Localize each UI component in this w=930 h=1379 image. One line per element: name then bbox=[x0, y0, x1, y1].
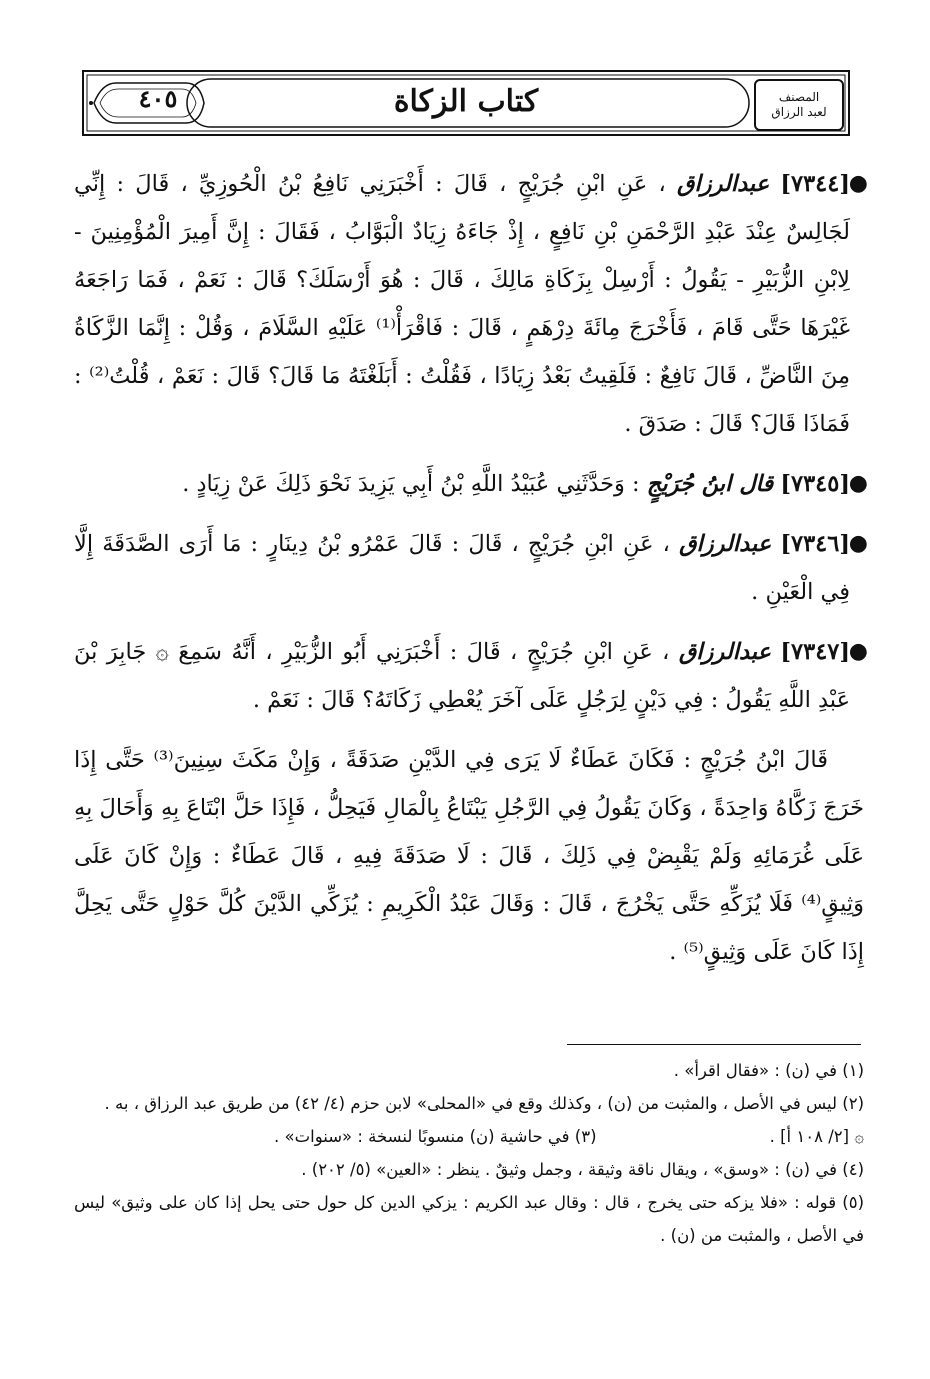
author-badge bbox=[754, 79, 844, 131]
hadith-7345 bbox=[74, 460, 868, 508]
bullet-icon: ● bbox=[848, 471, 868, 496]
footnote-5: (٥) قوله : «فلا يزكه حتى يخرج ، قال : وقال عبد الكريم : يزكي الدين كل حول حتى يحل إذا كان على وثيق» ليس في الأصل ، والمثبت من (ن) . bbox=[74, 1193, 864, 1245]
bullet-icon: ● bbox=[848, 531, 868, 556]
author-badge-line2: لعبد الرزاق bbox=[771, 105, 827, 119]
bullet-icon: ● bbox=[848, 639, 868, 664]
hadith-narrator: عبدالرزاق bbox=[678, 639, 771, 665]
footnote-2: (٢) ليس في الأصل ، والمثبت من (ن) ، وكذلك وقع في «المحلى» لابن حزم (٤/ ٤٢) من طريق عبد الرزاق ، به . bbox=[104, 1094, 864, 1113]
hadith-text: : وَحَدَّثَنِي عُبَيْدُ اللَّهِ بْنُ أَبِي يَزِيدَ نَحْوَ ذَلِكَ عَنْ زِيَادٍ . bbox=[182, 471, 640, 497]
footnote-row bbox=[74, 1120, 864, 1153]
hadith-narrator: قال ابنُ جُرَيْجٍ bbox=[646, 471, 774, 497]
hadith-text: ، عَنِ ابْنِ جُرَيْجٍ ، قَالَ : أَخْبَرَنِي أَبُو الزُّبَيْرِ ، أَنَّهُ سَمِعَ ۞ جَابِرَ بْنَ عَبْدِ اللَّهِ يَقُولُ : فِي دَيْنٍ لِرَجُلٍ عَلَى آخَرَ يُعْطِي زَكَاتَهُ؟ قَالَ : نَعَمْ . bbox=[74, 639, 850, 713]
hadith-number: [٧٣٤٤] bbox=[780, 171, 850, 197]
footnote-page-ref: ۞ [٢/ ١٠٨ أ] . bbox=[769, 1127, 864, 1146]
hadith-number: [٧٣٤٧] bbox=[780, 639, 851, 665]
hadith-narrator: عبدالرزاق bbox=[679, 531, 772, 557]
hadith-narrator: عبدالرزاق bbox=[677, 171, 770, 197]
hadith-text: ، عَنِ ابْنِ جُرَيْجٍ ، قَالَ : قَالَ عَمْرُو بْنُ دِينَارٍ : مَا أَرَى الصَّدَقَةَ إِلَّا فِي الْعَيْنِ . bbox=[74, 531, 850, 605]
page-number: ٤٠٥ bbox=[138, 84, 178, 113]
author-badge-line1: المصنف bbox=[778, 90, 820, 104]
hadith-text: ، عَنِ ابْنِ جُرَيْجٍ ، قَالَ : أَخْبَرَنِي نَافِعُ بْنُ الْحُوزِيِّ ، قَالَ : إِنِّي لَجَالِسٌ عِنْدَ عَبْدِ الرَّحْمَنِ بْنِ نَافِعٍ ، إِذْ جَاءَهُ زِيَادٌ الْبَوَّابُ ، فَقَالَ : إِنَّ أَمِيرَ الْمُؤْمِنِينَ - لِابْنِ الزُّبَيْرِ - يَقُولُ : أَرْسِلْ بِزَكَاةِ مَالِكَ ، قَالَ : هُوَ أَرْسَلَكَ؟ قَالَ : نَعَمْ ، فَمَا رَاجَعَهُ غَيْرَهَا حَتَّى قَامَ ، فَأَخْرَجَ مِائَةَ دِرْهَمٍ ، قَالَ : فَاقْرَأْ⁽¹⁾ عَلَيْهِ السَّلَامَ ، وَقُلْ : إِنَّمَا الزَّكَاةُ مِنَ النَّاضِّ ، قَالَ نَافِعٌ : فَلَقِيتُ بَعْدُ زِيَادًا ، فَقُلْتُ : أَبَلَغْتَهُ مَا قَالَ؟ قَالَ : نَعَمْ ، قُلْتُ⁽²⁾ : فَمَاذَا قَالَ؟ قَالَ : صَدَقَ . bbox=[74, 171, 851, 437]
footnote-4: (٤) في (ن) : «وسق» ، ويقال ناقة وثيقة ، وجمل وثيقٌ . ينظر : «العين» (٥/ ٢٠٢) . bbox=[301, 1160, 864, 1179]
page-header bbox=[82, 70, 850, 136]
hadith-number: [٧٣٤٦] bbox=[780, 531, 851, 557]
footnotes bbox=[74, 1054, 864, 1252]
hadith-7344 bbox=[74, 160, 868, 448]
bullet-icon: ● bbox=[848, 171, 868, 196]
footnote-3: (٣) في حاشية (ن) منسوبًا لنسخة : «سنوات» . bbox=[274, 1127, 597, 1146]
main-text bbox=[74, 160, 868, 988]
footnote-divider bbox=[567, 1044, 861, 1045]
hadith-number: [٧٣٤٥] bbox=[780, 471, 850, 497]
continuation-paragraph: قَالَ ابْنُ جُرَيْجٍ : فَكَانَ عَطَاءٌ لَا يَرَى فِي الدَّيْنِ صَدَقَةً ، وَإِنْ مَكَثَ سِنِينَ⁽³⁾ حَتَّى إِذَا خَرَجَ زَكَّاهُ وَاحِدَةً ، وَكَانَ يَقُولُ فِي الرَّجُلِ يَبْتَاعُ بِالْمَالِ فَيَحِلُّ ، فَإِذَا حَلَّ ابْتَاعَ بِهِ وَأَحَالَ بِهِ عَلَى غُرَمَائِهِ وَلَمْ يَقْبِضْ فِي ذَلِكَ ، قَالَ : لَا صَدَقَةَ فِيهِ ، قَالَ عَطَاءٌ : وَإِنْ كَانَ عَلَى وَثِيقٍ⁽⁴⁾ فَلَا يُزَكِّهِ حَتَّى يَخْرُجَ ، قَالَ : وَقَالَ عَبْدُ الْكَرِيمِ : يُزَكِّي الدَّيْنَ كُلَّ حَوْلٍ حَتَّى يَحِلَّ إِذَا كَانَ عَلَى وَثِيقٍ⁽⁵⁾ . bbox=[74, 747, 864, 965]
book-title: كتاب الزكاة bbox=[393, 84, 539, 119]
hadith-7347 bbox=[74, 628, 868, 724]
footnote-1: (١) في (ن) : «فقال اقرأ» . bbox=[673, 1061, 864, 1080]
hadith-7346 bbox=[74, 520, 868, 616]
